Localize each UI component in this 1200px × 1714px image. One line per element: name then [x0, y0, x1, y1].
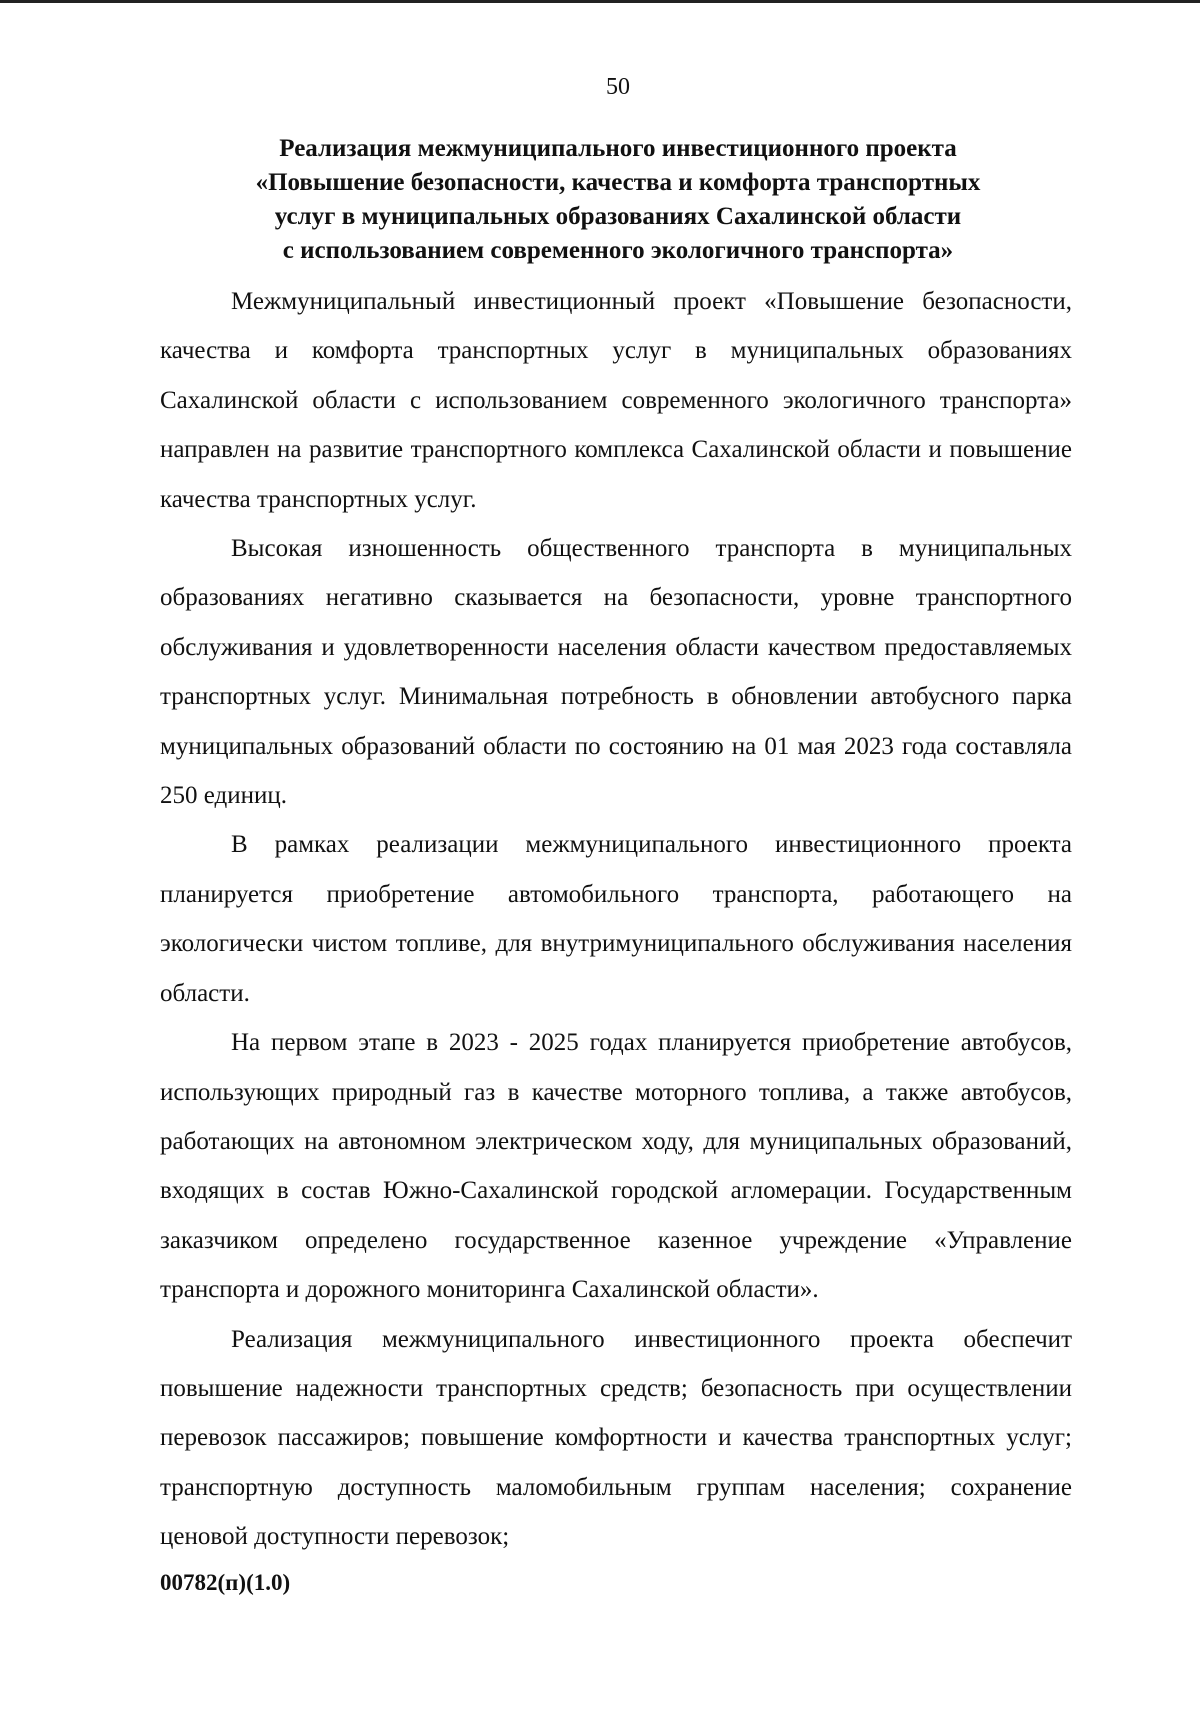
paragraph-project-purpose: Межмуниципальный инвестиционный проект «Повышение безопасности, качества и комфорта транспортных услуг в муниципальных образованиях Сахалинской области с использованием современного экологичного транспорта» направлен на развитие транспортного комплекса Сахалинской области и повышение качества транспортных услуг. [160, 288, 1072, 513]
title-line-3: услуг в муниципальных образованиях Сахалинской области [274, 203, 962, 230]
top-scan-edge [0, 0, 1200, 3]
title-line-2: «Повышение безопасности, качества и комфорта транспортных [255, 169, 981, 196]
title-line-1: Реализация межмуниципального инвестиционного проекта [279, 135, 957, 162]
document-title [160, 132, 1076, 268]
paragraph-acquisition-plan: В рамках реализации межмуниципального инвестиционного проекта планируется приобретение автомобильного транспорта, работающего на экологически чистом топливе, для внутримуниципального обслуживания населения области. [160, 831, 1072, 1007]
paragraph-expected-results: Реализация межмуниципального инвестиционного проекта обеспечит повышение надежности транспортных средств; безопасность при осуществлении перевозок пассажиров; повышение комфортности и качества транспортных услуг; транспортную доступность маломобильным группам населения; сохранение ценовой доступности перевозок; [160, 1325, 1072, 1551]
title-line-4: с использованием современного экологичного транспорта» [282, 237, 954, 264]
paragraph-first-stage: На первом этапе в 2023 - 2025 годах планируется приобретение автобусов, использующих природный газ в качестве моторного топлива, а также автобусов, работающих на автономном электрическом ходу, для муниципальных образований, входящих в состав Южно-Сахалинской городской агломерации. Государственным заказчиком определено государственное казенное учреждение «Управление транспорта и дорожного мониторинга Сахалинской области». [160, 1029, 1072, 1304]
page-number: 50 [606, 74, 630, 100]
document-code: 00782(п)(1.0) [160, 1570, 291, 1595]
document-body [160, 277, 1072, 1562]
paragraph-fleet-wear: Высокая изношенность общественного транспорта в муниципальных образованиях негативно сказывается на безопасности, уровне транспортного обслуживания и удовлетворенности населения области качеством предоставляемых транспортных услуг. Минимальная потребность в обновлении автобусного парка муниципальных образований области по состоянию на 01 мая 2023 года составляла 250 единиц. [160, 535, 1072, 810]
